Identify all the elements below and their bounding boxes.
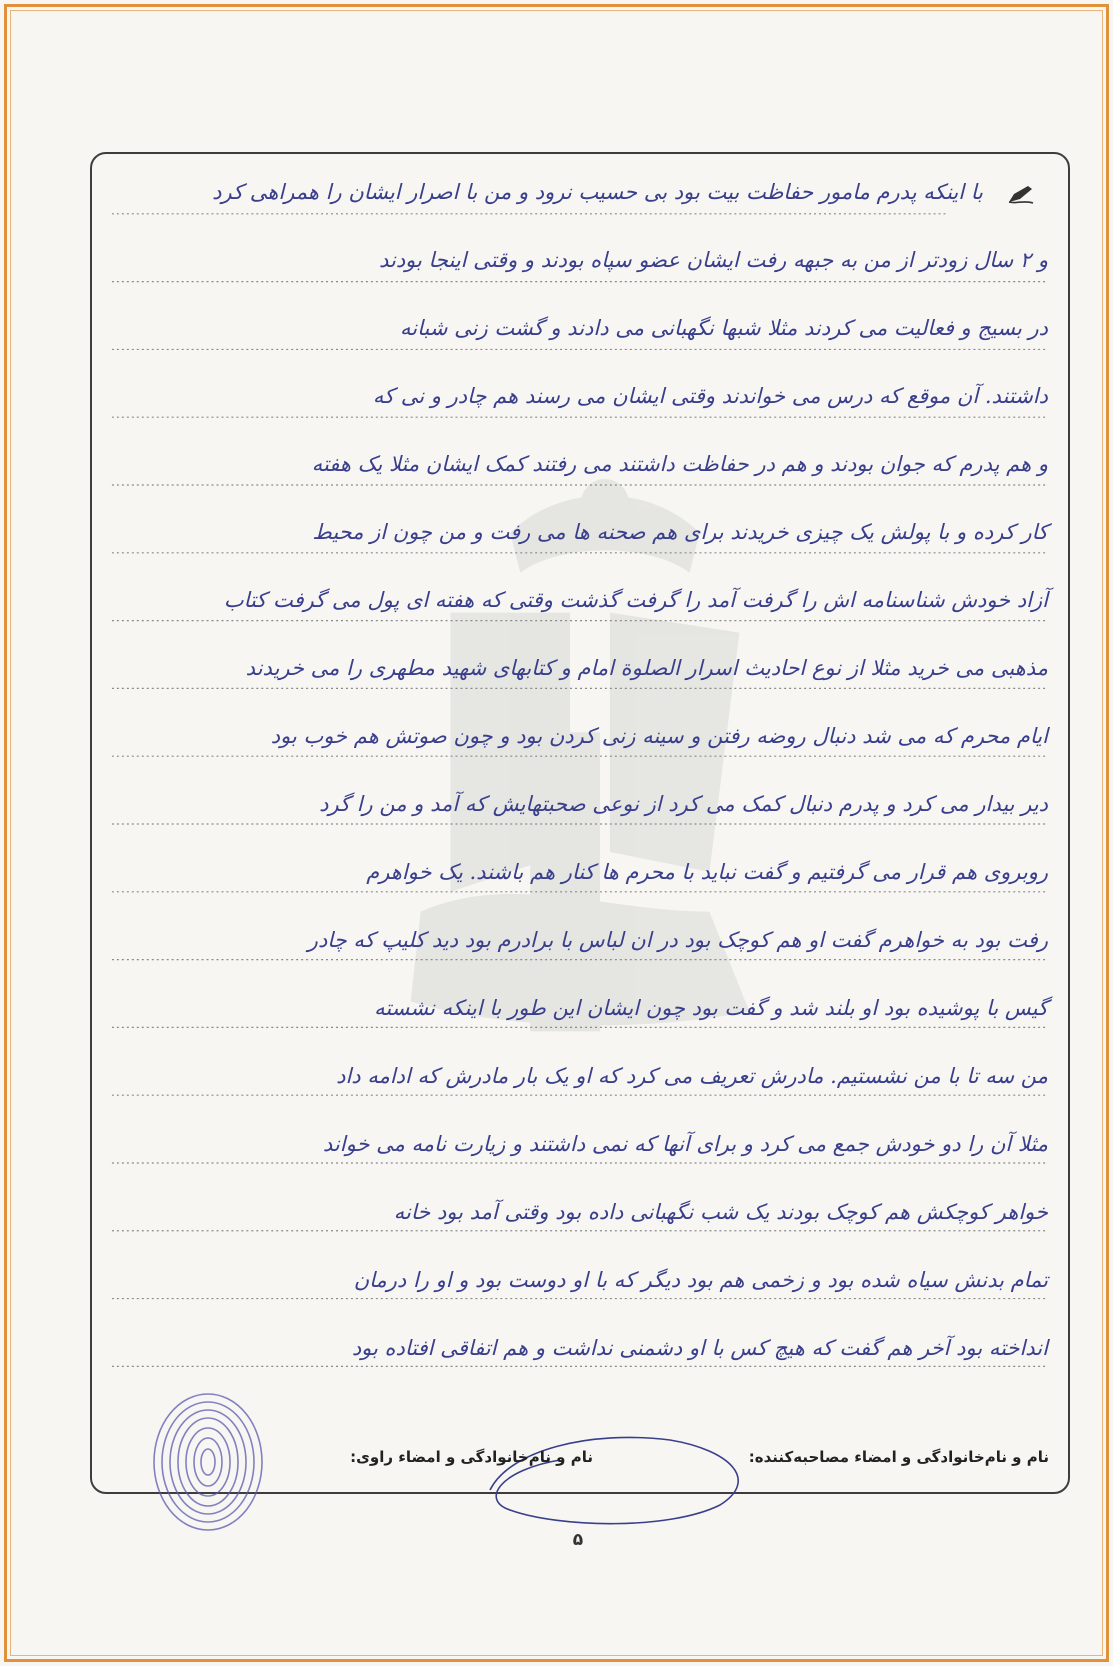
handwritten-line: آزاد خودش شناسنامه اش را گرفت آمد را گرفت گذشت وقتی که هفته ای پول می گرفت کتاب (223, 588, 1048, 612)
handwritten-line: و ۲ سال زودتر از من به جبهه رفت ایشان عضو سپاه بودند و وقتی اینجا بودند (378, 248, 1048, 272)
handwritten-line: دیر بیدار می کرد و پدرم دنبال کمک می کرد از نوعی صحبتهایش که آمد و من را گرد (319, 792, 1048, 816)
handwritten-line: تمام بدنش سیاه شده بود و زخمی هم بود دیگر که با او دوست بود و او را درمان (353, 1268, 1048, 1292)
handwritten-line: انداخته بود آخر هم گفت که هیچ کس با او دشمنی نداشت و هم اتفاقی افتاده بود (351, 1336, 1048, 1360)
handwritten-line: گیس با پوشیده بود او بلند شد و گفت بود چون ایشان این طور با اینکه نشسته (374, 996, 1048, 1020)
handwritten-line: ایام محرم که می شد دنبال روضه رفتن و سینه زنی کردن بود و چون صوتش هم خوب بود (270, 724, 1048, 748)
handwritten-line: مذهبی می خرید مثلا از نوع احادیث اسرار الصلوة امام و کتابهای شهید مطهری را می خریدند (245, 656, 1048, 680)
page-number: ۵ (572, 1530, 584, 1550)
handwritten-line: داشتند. آن موقع که درس می خواندند وقتی ایشان می رسند هم چادر و نی که (372, 384, 1048, 408)
signature-mark (470, 1410, 770, 1530)
fingerprint-stamp (148, 1388, 268, 1536)
interviewer-signature-label: نام و نام‌خانوادگی و امضاء مصاحبه‌کننده: (748, 1448, 1049, 1466)
handwritten-line: کار کرده و با پولش یک چیزی خریدند برای هم صحنه ها می رفت و من چون از محیط (312, 520, 1048, 544)
handwritten-line: مثلا آن را دو خودش جمع می کرد و برای آنها که نمی داشتند و زیارت نامه می خواند (322, 1132, 1048, 1156)
writing-frame (90, 152, 1070, 1494)
handwritten-line: من سه تا با من نشستیم. مادرش تعریف می کرد که او یک بار مادرش که ادامه داد (336, 1064, 1048, 1088)
handwritten-line: و هم پدرم که جوان بودند و هم در حفاظت داشتند می رفتند کمک ایشان مثلا یک هفته (311, 452, 1048, 476)
handwritten-line: رفت بود به خواهرم گفت او هم کوچک بود در ان لباس با برادرم بود دید کلیپ که چادر (307, 928, 1048, 952)
handwritten-line: در بسیج و فعالیت می کردند مثلا شبها نگهبانی می دادند و گشت زنی شبانه (400, 316, 1048, 340)
pen-writing-icon (1006, 182, 1036, 206)
handwritten-line: با اینکه پدرم مامور حفاظت بیت بود بی حسیب نرود و من با اصرار ایشان را همراهی کرد (212, 180, 983, 204)
handwritten-line: خواهر کوچکش هم کوچک بودند یک شب نگهبانی داده بود وقتی آمد بود خانه (393, 1200, 1048, 1224)
handwritten-line: روبروی هم قرار می گرفتیم و گفت نباید با محرم ها کنار هم باشند. یک خواهرم (366, 860, 1048, 884)
narrator-signature-label: نام و نام‌خانوادگی و امضاء راوی: (350, 1448, 593, 1466)
